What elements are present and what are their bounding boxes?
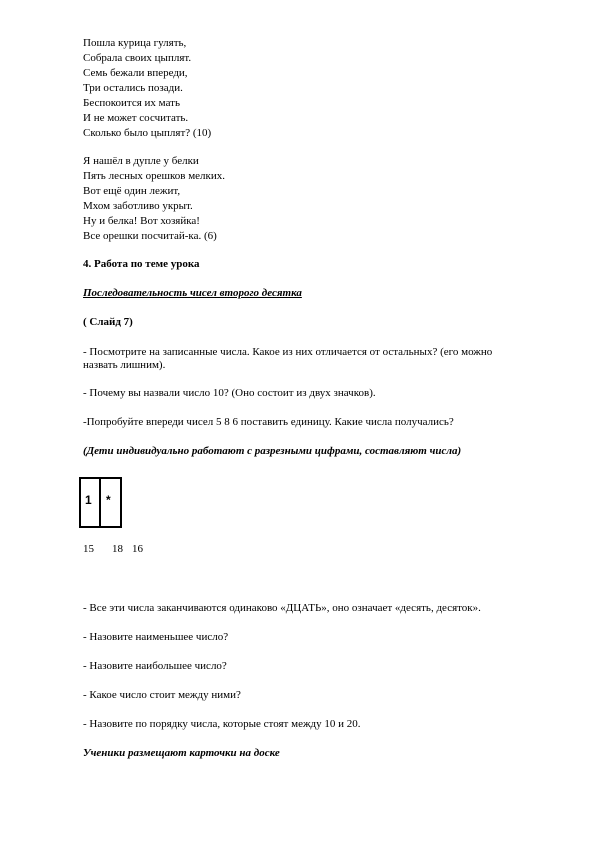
question-2: - Почему вы назвали число 10? (Оно состоит из двух значков). (83, 387, 376, 399)
poem-line: Беспокоится их мать (83, 97, 180, 109)
topic-title: Последовательность чисел второго десятка (83, 287, 302, 299)
question-between: - Какое число стоит между ними? (83, 689, 241, 701)
question-order: - Назовите по порядку числа, которые стоят между 10 и 20. (83, 718, 361, 730)
poem-line: Семь бежали впереди, (83, 67, 188, 79)
number-item: 15 (83, 543, 94, 555)
question-3: -Попробуйте впереди чисел 5 8 6 поставить единицу. Какие числа получались? (83, 416, 454, 428)
card-digit-right: * (106, 493, 111, 507)
question-1: - Посмотрите на записанные числа. Какое из них отличается от остальных? (его можно назвать лишним). (83, 346, 493, 371)
number-item: 18 (112, 543, 123, 555)
poem-line: Три остались позади. (83, 82, 183, 94)
poem-line: Пошла курица гулять, (83, 37, 187, 49)
slide-label: ( Слайд 7) (83, 316, 133, 328)
poem-line: Сколько было цыплят? (10) (83, 127, 212, 139)
statement-dtsat: - Все эти числа заканчиваются одинаково «ДЦАТЬ», оно означает «десять, десяток». (83, 602, 481, 614)
digit-card (79, 477, 122, 528)
poem-line: Собрала своих цыплят. (83, 52, 192, 64)
poem-line: Пять лесных орешков мелких. (83, 170, 226, 182)
poem-line: Все орешки посчитай-ка. (6) (83, 230, 217, 242)
section-heading: 4. Работа по теме урока (83, 258, 200, 270)
poem-line: Вот ещё один лежит, (83, 185, 181, 197)
poem-line: Ну и белка! Вот хозяйка! (83, 215, 200, 227)
poem-line: И не может сосчитать. (83, 112, 189, 124)
question-smallest: - Назовите наименьшее число? (83, 631, 229, 643)
poem-line: Мхом заботливо укрыт. (83, 200, 193, 212)
poem-line: Я нашёл в дупле у белки (83, 155, 199, 167)
card-divider (99, 479, 101, 526)
card-digit-left: 1 (85, 493, 92, 507)
question-largest: - Назовите наибольшее число? (83, 660, 227, 672)
note-cards-board: Ученики размещают карточки на доске (83, 747, 280, 759)
number-item: 16 (132, 543, 143, 555)
note-individual-work: (Дети индивидуально работают с разрезными цифрами, составляют числа) (83, 445, 462, 457)
